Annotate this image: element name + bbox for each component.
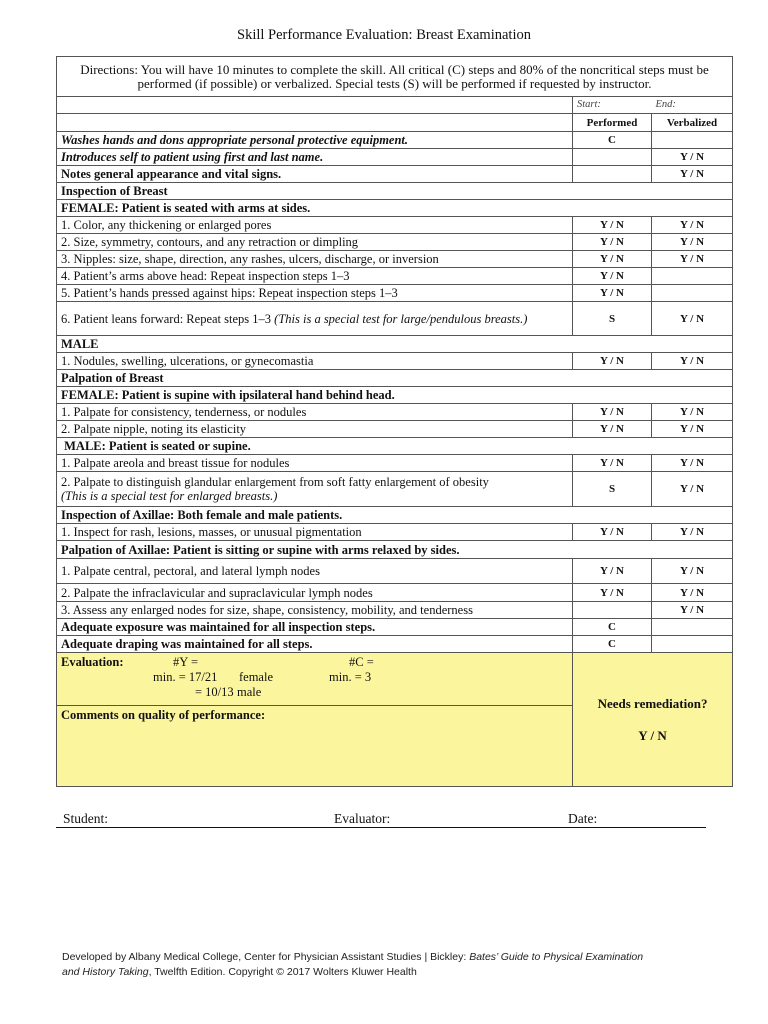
- performed-mark[interactable]: Y / N: [573, 268, 652, 285]
- verbalized-mark[interactable]: Y / N: [652, 404, 733, 421]
- section-subheading: MALE: Patient is seated or supine.: [57, 438, 733, 455]
- blank-cell: [57, 114, 573, 132]
- performed-mark[interactable]: Y / N: [573, 559, 652, 584]
- performed-mark[interactable]: Y / N: [573, 524, 652, 541]
- table-row: [57, 584, 733, 602]
- verbalized-mark[interactable]: [652, 619, 733, 636]
- section-heading: Inspection of Breast: [57, 183, 733, 200]
- step-text: 1. Palpate central, pectoral, and lateral lymph nodes: [57, 559, 573, 584]
- performed-mark[interactable]: Y / N: [573, 217, 652, 234]
- step-text: [57, 472, 573, 507]
- verbalized-mark[interactable]: Y / N: [652, 472, 733, 507]
- evaluation-label: Evaluation:: [61, 655, 124, 669]
- step-text: [57, 302, 573, 336]
- y-count-label: #Y =: [173, 655, 198, 669]
- book-subtitle: and History Taking: [62, 966, 149, 978]
- table-row: [57, 559, 733, 584]
- step-text: 4. Patient’s arms above head: Repeat inspection steps 1–3: [57, 268, 573, 285]
- step-text: 3. Nipples: size, shape, direction, any rashes, ulcers, discharge, or inversion: [57, 251, 573, 268]
- step-text: 1. Color, any thickening or enlarged pores: [57, 217, 573, 234]
- evaluation-summary: [57, 653, 573, 706]
- step-text: Adequate exposure was maintained for all inspection steps.: [57, 619, 573, 636]
- end-label: End:: [652, 97, 733, 114]
- special-test-note: (This is a special test for enlarged breasts.): [61, 489, 278, 503]
- student-label: Student:: [63, 811, 109, 826]
- performed-mark[interactable]: [573, 149, 652, 166]
- verbalized-mark[interactable]: [652, 268, 733, 285]
- table-row: [57, 404, 733, 421]
- remediation-question: Needs remediation?: [597, 695, 708, 711]
- verbalized-mark[interactable]: Y / N: [652, 166, 733, 183]
- step-label: 6. Patient leans forward: Repeat steps 1–3: [61, 311, 275, 326]
- verbalized-mark[interactable]: Y / N: [652, 353, 733, 370]
- section-subheading: FEMALE: Patient is seated with arms at sides.: [57, 200, 733, 217]
- performed-mark[interactable]: Y / N: [573, 234, 652, 251]
- comments-label: Comments on quality of performance:: [61, 708, 266, 722]
- section-subheading: FEMALE: Patient is supine with ipsilateral hand behind head.: [57, 387, 733, 404]
- performed-mark[interactable]: Y / N: [573, 584, 652, 602]
- section-heading: Palpation of Breast: [57, 370, 733, 387]
- verbalized-mark[interactable]: Y / N: [652, 251, 733, 268]
- verbalized-header: Verbalized: [652, 114, 733, 132]
- verbalized-mark[interactable]: Y / N: [652, 524, 733, 541]
- performed-mark[interactable]: Y / N: [573, 455, 652, 472]
- verbalized-mark[interactable]: Y / N: [652, 234, 733, 251]
- min-y-male: = 10/13: [195, 685, 234, 699]
- min-c: min. = 3: [329, 670, 372, 684]
- section-heading: MALE: [57, 336, 733, 353]
- verbalized-mark[interactable]: [652, 636, 733, 653]
- date-label: Date:: [568, 811, 598, 826]
- step-text: 2. Size, symmetry, contours, and any retraction or dimpling: [57, 234, 573, 251]
- table-row: [57, 217, 733, 234]
- step-text: 1. Palpate areola and breast tissue for nodules: [57, 455, 573, 472]
- section-heading: Inspection of Axillae: Both female and male patients.: [57, 507, 733, 524]
- step-text: 1. Palpate for consistency, tenderness, or nodules: [57, 404, 573, 421]
- step-text: 5. Patient’s hands pressed against hips: Repeat inspection steps 1–3: [57, 285, 573, 302]
- table-row: [57, 132, 733, 149]
- step-text: Notes general appearance and vital signs.: [57, 166, 573, 183]
- performed-mark[interactable]: Y / N: [573, 251, 652, 268]
- step-text: 1. Nodules, swelling, ulcerations, or gynecomastia: [57, 353, 573, 370]
- verbalized-mark[interactable]: Y / N: [652, 559, 733, 584]
- step-text: 2. Palpate the infraclavicular and supraclavicular lymph nodes: [57, 584, 573, 602]
- step-text: Introduces self to patient using first and last name.: [57, 149, 573, 166]
- table-row: [57, 353, 733, 370]
- performed-mark[interactable]: Y / N: [573, 285, 652, 302]
- section-heading: Palpation of Axillae: Patient is sitting or supine with arms relaxed by sides.: [57, 541, 733, 559]
- performed-mark[interactable]: Y / N: [573, 404, 652, 421]
- footer-text: Developed by Albany Medical College, Center for Physician Assistant Studies | Bickley:: [62, 951, 470, 963]
- step-text: 1. Inspect for rash, lesions, masses, or unusual pigmentation: [57, 524, 573, 541]
- performed-mark[interactable]: Y / N: [573, 353, 652, 370]
- performed-mark[interactable]: [573, 602, 652, 619]
- step-label: 2. Palpate to distinguish glandular enlargement from soft fatty enlargement of obesity: [61, 475, 489, 489]
- table-row: [57, 302, 733, 336]
- table-row: [57, 421, 733, 438]
- male-label: male: [237, 685, 262, 699]
- table-row: [57, 234, 733, 251]
- evaluation-table: [56, 56, 733, 787]
- table-row: [57, 619, 733, 636]
- table-row: [57, 285, 733, 302]
- start-label: Start:: [573, 97, 652, 114]
- min-y-female: min. = 17/21: [153, 670, 218, 684]
- evaluator-label: Evaluator:: [334, 811, 391, 826]
- verbalized-mark[interactable]: [652, 285, 733, 302]
- c-count-label: #C =: [349, 655, 374, 669]
- performed-mark[interactable]: C: [573, 132, 652, 149]
- special-test-note: (This is a special test for large/pendulous breasts.): [274, 311, 528, 326]
- table-row: [57, 268, 733, 285]
- table-row: [57, 524, 733, 541]
- step-text: 2. Palpate nipple, noting its elasticity: [57, 421, 573, 438]
- performed-mark[interactable]: [573, 166, 652, 183]
- verbalized-mark[interactable]: Y / N: [652, 302, 733, 336]
- blank-cell: [57, 97, 573, 114]
- page-title: Skill Performance Evaluation: Breast Examination: [237, 27, 531, 43]
- female-label: female: [239, 670, 274, 684]
- performed-mark[interactable]: S: [573, 472, 652, 507]
- verbalized-mark[interactable]: Y / N: [652, 421, 733, 438]
- table-row: [57, 602, 733, 619]
- directions: Directions: You will have 10 minutes to complete the skill. All critical (C) steps and 80% of the noncritical steps must be performed (if possible) or verbalized. Special tests (S) will be performed if requested by instructor.: [57, 57, 733, 97]
- verbalized-mark[interactable]: Y / N: [652, 217, 733, 234]
- step-text: Adequate draping was maintained for all steps.: [57, 636, 573, 653]
- book-title: Bates’ Guide to Physical Examination: [469, 951, 644, 963]
- table-row: [57, 149, 733, 166]
- remediation-box: [573, 653, 733, 787]
- performed-mark[interactable]: C: [573, 636, 652, 653]
- remediation-answer[interactable]: Y / N: [638, 727, 667, 743]
- verbalized-mark[interactable]: Y / N: [652, 584, 733, 602]
- footer-copyright: , Twelfth Edition. Copyright © 2017 Wolters Kluwer Health: [148, 966, 417, 978]
- step-text: Washes hands and dons appropriate personal protective equipment.: [57, 132, 573, 149]
- verbalized-mark[interactable]: Y / N: [652, 455, 733, 472]
- signature-line: [56, 827, 706, 828]
- performed-mark[interactable]: C: [573, 619, 652, 636]
- step-text: 3. Assess any enlarged nodes for size, shape, consistency, mobility, and tenderness: [57, 602, 573, 619]
- performed-mark[interactable]: S: [573, 302, 652, 336]
- comments-box[interactable]: [57, 706, 573, 787]
- table-row: [57, 166, 733, 183]
- performed-mark[interactable]: Y / N: [573, 421, 652, 438]
- footer-credit: [62, 950, 712, 980]
- table-row: [57, 472, 733, 507]
- table-row: [57, 455, 733, 472]
- table-row: [57, 251, 733, 268]
- verbalized-mark[interactable]: Y / N: [652, 149, 733, 166]
- verbalized-mark[interactable]: Y / N: [652, 602, 733, 619]
- verbalized-mark[interactable]: [652, 132, 733, 149]
- table-row: [57, 636, 733, 653]
- performed-header: Performed: [573, 114, 652, 132]
